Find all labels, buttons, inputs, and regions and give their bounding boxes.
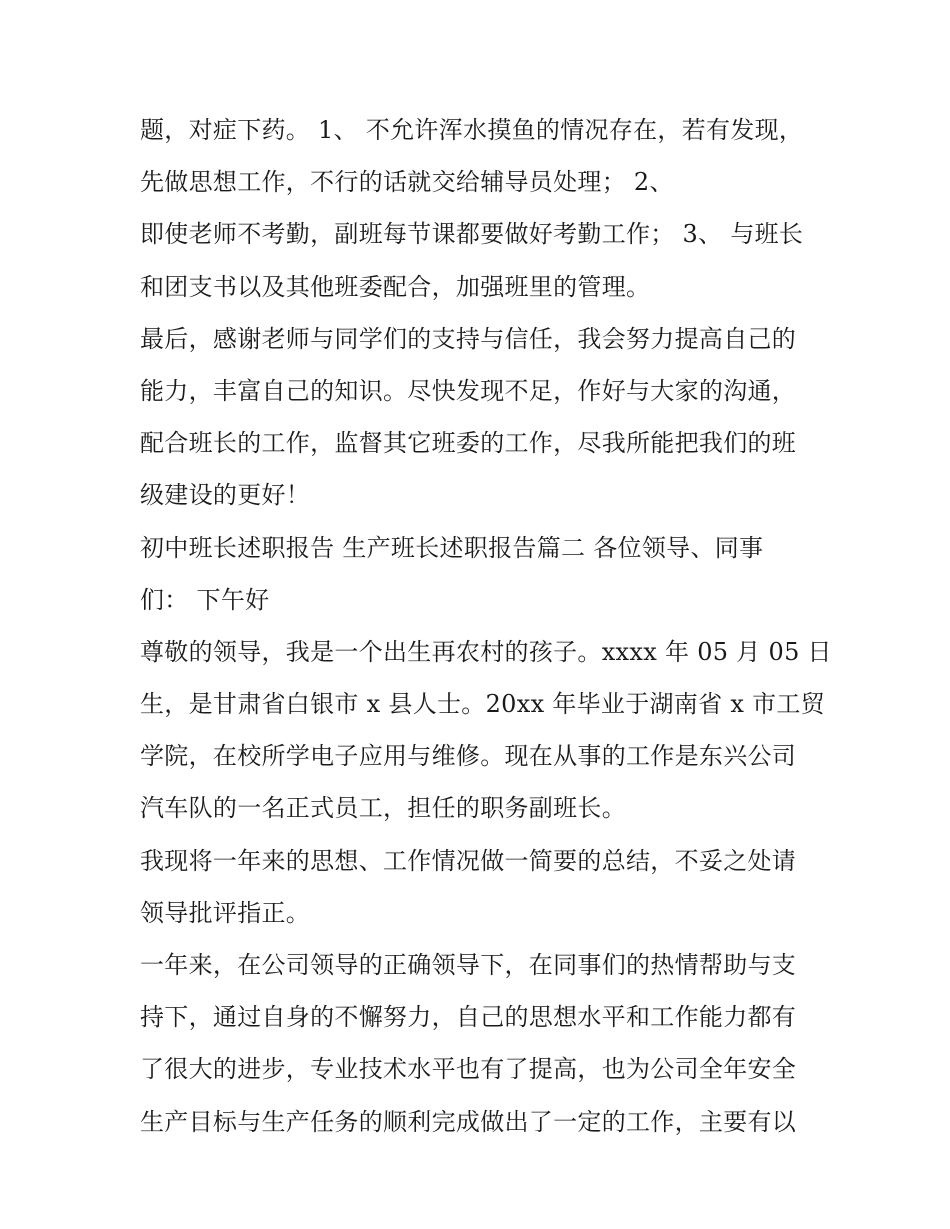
text-line: 能力，丰富自己的知识。尽快发现不足，作好与大家的沟通， — [140, 376, 797, 405]
text-line: 生，是甘肃省白银市 x 县人士。20xx 年毕业于湖南省 x 市工贸 — [140, 690, 826, 719]
text-line: 生产目标与生产任务的顺利完成做出了一定的工作，主要有以 — [140, 1107, 797, 1136]
text-line: 最后，感谢老师与同学们的支持与信任，我会努力提高自己的 — [140, 324, 797, 353]
section-heading-line: 们： 下午好 — [140, 585, 270, 614]
text-line: 配合班长的工作，监督其它班委的工作，尽我所能把我们的班 — [140, 429, 797, 458]
text-line: 学院，在校所学电子应用与维修。现在从事的工作是东兴公司 — [140, 742, 797, 771]
section-heading-line: 初中班长述职报告 生产班长述职报告篇二 各位领导、同事 — [140, 533, 764, 562]
text-line: 级建设的更好！ — [140, 481, 311, 510]
text-line: 即使老师不考勤，副班每节课都要做好考勤工作； 3、 与班长 — [140, 220, 804, 249]
text-line: 尊敬的领导，我是一个出生再农村的孩子。xxxx 年 05 月 05 日 — [140, 637, 832, 666]
text-line: 我现将一年来的思想、工作情况做一简要的总结，不妥之处请 — [140, 846, 797, 875]
text-line: 汽车队的一名正式员工，担任的职务副班长。 — [140, 794, 626, 823]
text-line: 领导批评指正。 — [140, 898, 311, 927]
text-line: 先做思想工作，不行的话就交给辅导员处理； 2、 — [140, 168, 674, 197]
body-text — [140, 104, 830, 1148]
text-line: 题，对症下药。 1、 不允许浑水摸鱼的情况存在，若有发现， — [140, 116, 804, 144]
text-line: 持下，通过自身的不懈努力，自己的思想水平和工作能力都有 — [140, 1003, 797, 1032]
text-line: 一年来，在公司领导的正确领导下，在同事们的热情帮助与支 — [140, 951, 797, 979]
text-line: 和团支书以及其他班委配合，加强班里的管理。 — [140, 272, 651, 301]
text-line: 了很大的进步，专业技术水平也有了提高，也为公司全年安全 — [140, 1055, 797, 1084]
